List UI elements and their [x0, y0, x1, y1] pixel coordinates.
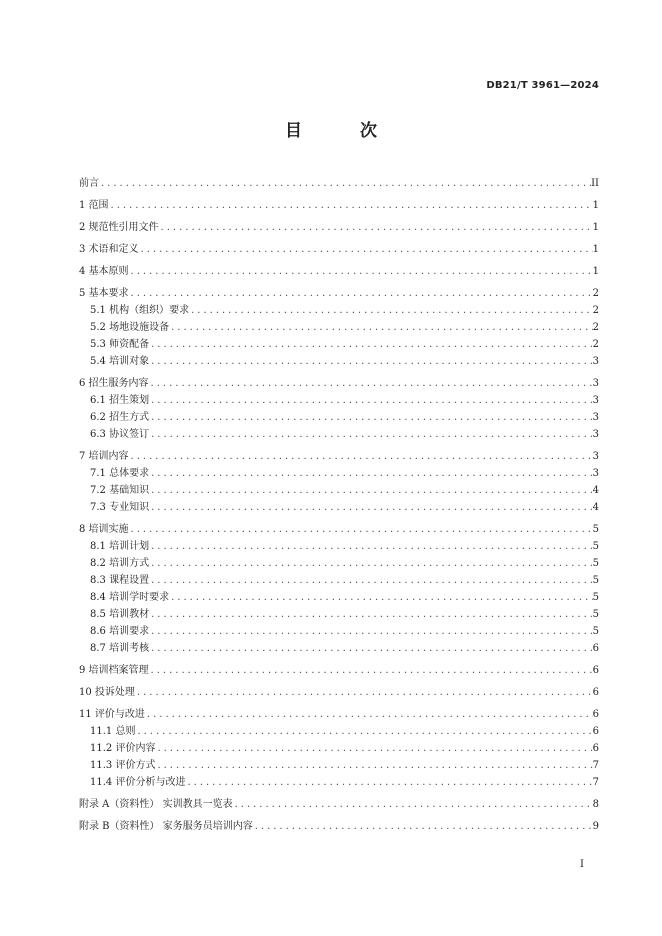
toc-entry[interactable]	[79, 482, 599, 499]
dot-leader	[99, 175, 591, 192]
toc-entry-label: 附录 B（资料性） 家务服务员培训内容	[79, 821, 253, 832]
dot-leader	[149, 353, 593, 370]
dot-leader	[253, 818, 593, 835]
dot-leader	[169, 319, 593, 336]
toc-entry[interactable]	[79, 521, 599, 538]
dot-leader	[149, 499, 593, 516]
dot-leader	[129, 448, 593, 465]
toc-entry-page: 5	[592, 626, 599, 637]
toc-entry[interactable]	[79, 640, 599, 657]
dot-leader	[149, 555, 593, 572]
toc-entry[interactable]	[79, 740, 599, 757]
toc-entry-page: 2	[592, 339, 599, 350]
toc-entry[interactable]	[79, 353, 599, 370]
dot-leader	[149, 640, 593, 657]
toc-entry[interactable]	[79, 662, 599, 679]
toc-entry-page: 3	[592, 356, 599, 367]
toc-entry-page: 6	[592, 687, 599, 698]
dot-leader	[149, 409, 593, 426]
toc-entry-page: 2	[592, 288, 599, 299]
toc-entry-page: 3	[592, 451, 599, 462]
toc-entry-page: 6	[592, 643, 599, 654]
toc-entry[interactable]	[79, 448, 599, 465]
dot-leader	[169, 589, 593, 606]
dot-leader	[149, 538, 593, 555]
toc-entry-label: 5.1 机构（组织）要求	[90, 305, 190, 316]
dot-leader	[149, 375, 593, 392]
page-number: I	[580, 859, 584, 870]
toc-entry-page: 3	[592, 412, 599, 423]
toc-entry-label: 11.1 总则	[90, 726, 136, 737]
dot-leader	[149, 392, 593, 409]
toc-entry[interactable]	[79, 302, 599, 319]
toc-entry-label: 6.3 协议签订	[90, 429, 150, 440]
toc-entry-label: 5.4 培训对象	[90, 356, 150, 367]
toc-entry-page: 4	[592, 502, 599, 513]
dot-leader	[149, 572, 593, 589]
toc-entry[interactable]	[79, 589, 599, 606]
dot-leader	[129, 521, 593, 538]
toc-entry-label: 7 培训内容	[79, 451, 129, 462]
toc-entry[interactable]	[79, 392, 599, 409]
dot-leader	[129, 285, 593, 302]
toc-entry-page: 5	[592, 541, 599, 552]
toc-entry-page: 1	[592, 200, 599, 211]
toc-entry-label: 6.2 招生方式	[90, 412, 150, 423]
toc-entry[interactable]	[79, 336, 599, 353]
toc-entry-label: 1 范围	[79, 200, 109, 211]
toc-entry-label: 8.6 培训要求	[90, 626, 150, 637]
toc-entry[interactable]	[79, 572, 599, 589]
toc-entry-page: 1	[592, 244, 599, 255]
dot-leader	[145, 706, 593, 723]
toc-entry-page: 5	[592, 592, 599, 603]
toc-entry[interactable]	[79, 241, 599, 258]
toc-entry[interactable]	[79, 774, 599, 791]
toc-entry-label: 5.2 场地设施设备	[90, 322, 170, 333]
toc-entry-page: 7	[592, 760, 599, 771]
toc-entry[interactable]	[79, 319, 599, 336]
toc-entry-label: 8.4 培训学时要求	[90, 592, 170, 603]
toc-entry[interactable]	[79, 175, 599, 192]
toc-entry-page: II	[591, 178, 599, 189]
toc-entry-label: 6 招生服务内容	[79, 378, 149, 389]
toc-entry[interactable]	[79, 219, 599, 236]
toc-entry-label: 7.2 基础知识	[90, 485, 150, 496]
toc-entry-label: 5 基本要求	[79, 288, 129, 299]
document-id: DB21/T 3961—2024	[486, 80, 599, 91]
toc-entry-page: 3	[592, 395, 599, 406]
toc-entry[interactable]	[79, 197, 599, 214]
toc-entry[interactable]	[79, 606, 599, 623]
toc-entry-page: 2	[592, 322, 599, 333]
toc-entry-page: 3	[592, 378, 599, 389]
toc-entry-label: 10 投诉处理	[79, 687, 135, 698]
toc-entry-page: 1	[592, 222, 599, 233]
toc-entry-label: 8 培训实施	[79, 524, 129, 535]
toc-entry-page: 1	[592, 266, 599, 277]
toc-entry-page: 7	[592, 777, 599, 788]
toc-entry-label: 7.3 专业知识	[90, 502, 150, 513]
toc-entry-label: 9 培训档案管理	[79, 665, 149, 676]
toc-entry[interactable]	[79, 796, 599, 813]
toc-entry[interactable]	[79, 555, 599, 572]
toc-entry[interactable]	[79, 499, 599, 516]
toc-entry-label: 11 评价与改进	[79, 709, 145, 720]
dot-leader	[149, 336, 593, 353]
toc-entry[interactable]	[79, 375, 599, 392]
dot-leader	[149, 606, 593, 623]
toc-entry-page: 3	[592, 429, 599, 440]
toc-entry-page: 6	[592, 709, 599, 720]
toc-entry-label: 附录 A（资料性） 实训教具一览表	[79, 799, 233, 810]
toc-entry[interactable]	[79, 409, 599, 426]
toc-entry-label: 5.3 师资配备	[90, 339, 150, 350]
toc-entry-label: 2 规范性引用文件	[79, 222, 159, 233]
toc-entry-page: 6	[592, 665, 599, 676]
dot-leader	[135, 723, 592, 740]
toc-entry[interactable]	[79, 723, 599, 740]
dot-leader	[109, 197, 593, 214]
dot-leader	[149, 623, 593, 640]
toc-entry-label: 7.1 总体要求	[90, 468, 150, 479]
toc-entry-page: 5	[592, 575, 599, 586]
toc-entry-page: 3	[592, 468, 599, 479]
toc-entry-label: 8.1 培训计划	[90, 541, 150, 552]
toc-entry[interactable]	[79, 426, 599, 443]
dot-leader	[159, 219, 593, 236]
toc-entry[interactable]	[79, 757, 599, 774]
toc-entry[interactable]	[79, 684, 599, 701]
toc-entry-page: 8	[592, 799, 599, 810]
toc-entry[interactable]	[79, 465, 599, 482]
toc-entry[interactable]	[79, 538, 599, 555]
toc-entry-page: 5	[592, 609, 599, 620]
toc-entry-label: 8.2 培训方式	[90, 558, 150, 569]
toc-entry[interactable]	[79, 706, 599, 723]
dot-leader	[155, 740, 592, 757]
toc-entry-label: 11.2 评价内容	[90, 743, 156, 754]
toc-entry-label: 11.4 评价分析与改进	[90, 777, 186, 788]
dot-leader	[135, 684, 593, 701]
toc-entry-page: 6	[592, 743, 599, 754]
dot-leader	[139, 241, 593, 258]
toc-entry-page: 5	[592, 558, 599, 569]
table-of-contents	[79, 175, 599, 835]
dot-leader	[185, 774, 592, 791]
toc-entry-label: 11.3 评价方式	[90, 760, 156, 771]
toc-entry-page: 2	[592, 305, 599, 316]
dot-leader	[149, 426, 593, 443]
toc-entry-page: 6	[592, 726, 599, 737]
page-title: 目 次	[285, 121, 403, 141]
toc-entry-label: 8.5 培训教材	[90, 609, 150, 620]
toc-entry[interactable]	[79, 285, 599, 302]
toc-entry[interactable]	[79, 818, 599, 835]
toc-entry-label: 8.7 培训考核	[90, 643, 150, 654]
toc-entry-label: 4 基本原则	[79, 266, 129, 277]
dot-leader	[233, 796, 593, 813]
toc-entry[interactable]	[79, 263, 599, 280]
toc-entry-label: 6.1 招生策划	[90, 395, 150, 406]
toc-entry[interactable]	[79, 623, 599, 640]
toc-entry-page: 5	[592, 524, 599, 535]
dot-leader	[189, 302, 593, 319]
toc-entry-page: 4	[592, 485, 599, 496]
dot-leader	[155, 757, 592, 774]
dot-leader	[149, 482, 593, 499]
toc-entry-label: 3 术语和定义	[79, 244, 139, 255]
toc-entry-page: 9	[592, 821, 599, 832]
dot-leader	[149, 662, 593, 679]
toc-entry-label: 8.3 课程设置	[90, 575, 150, 586]
toc-entry-label: 前言	[79, 178, 99, 189]
dot-leader	[129, 263, 593, 280]
dot-leader	[149, 465, 593, 482]
